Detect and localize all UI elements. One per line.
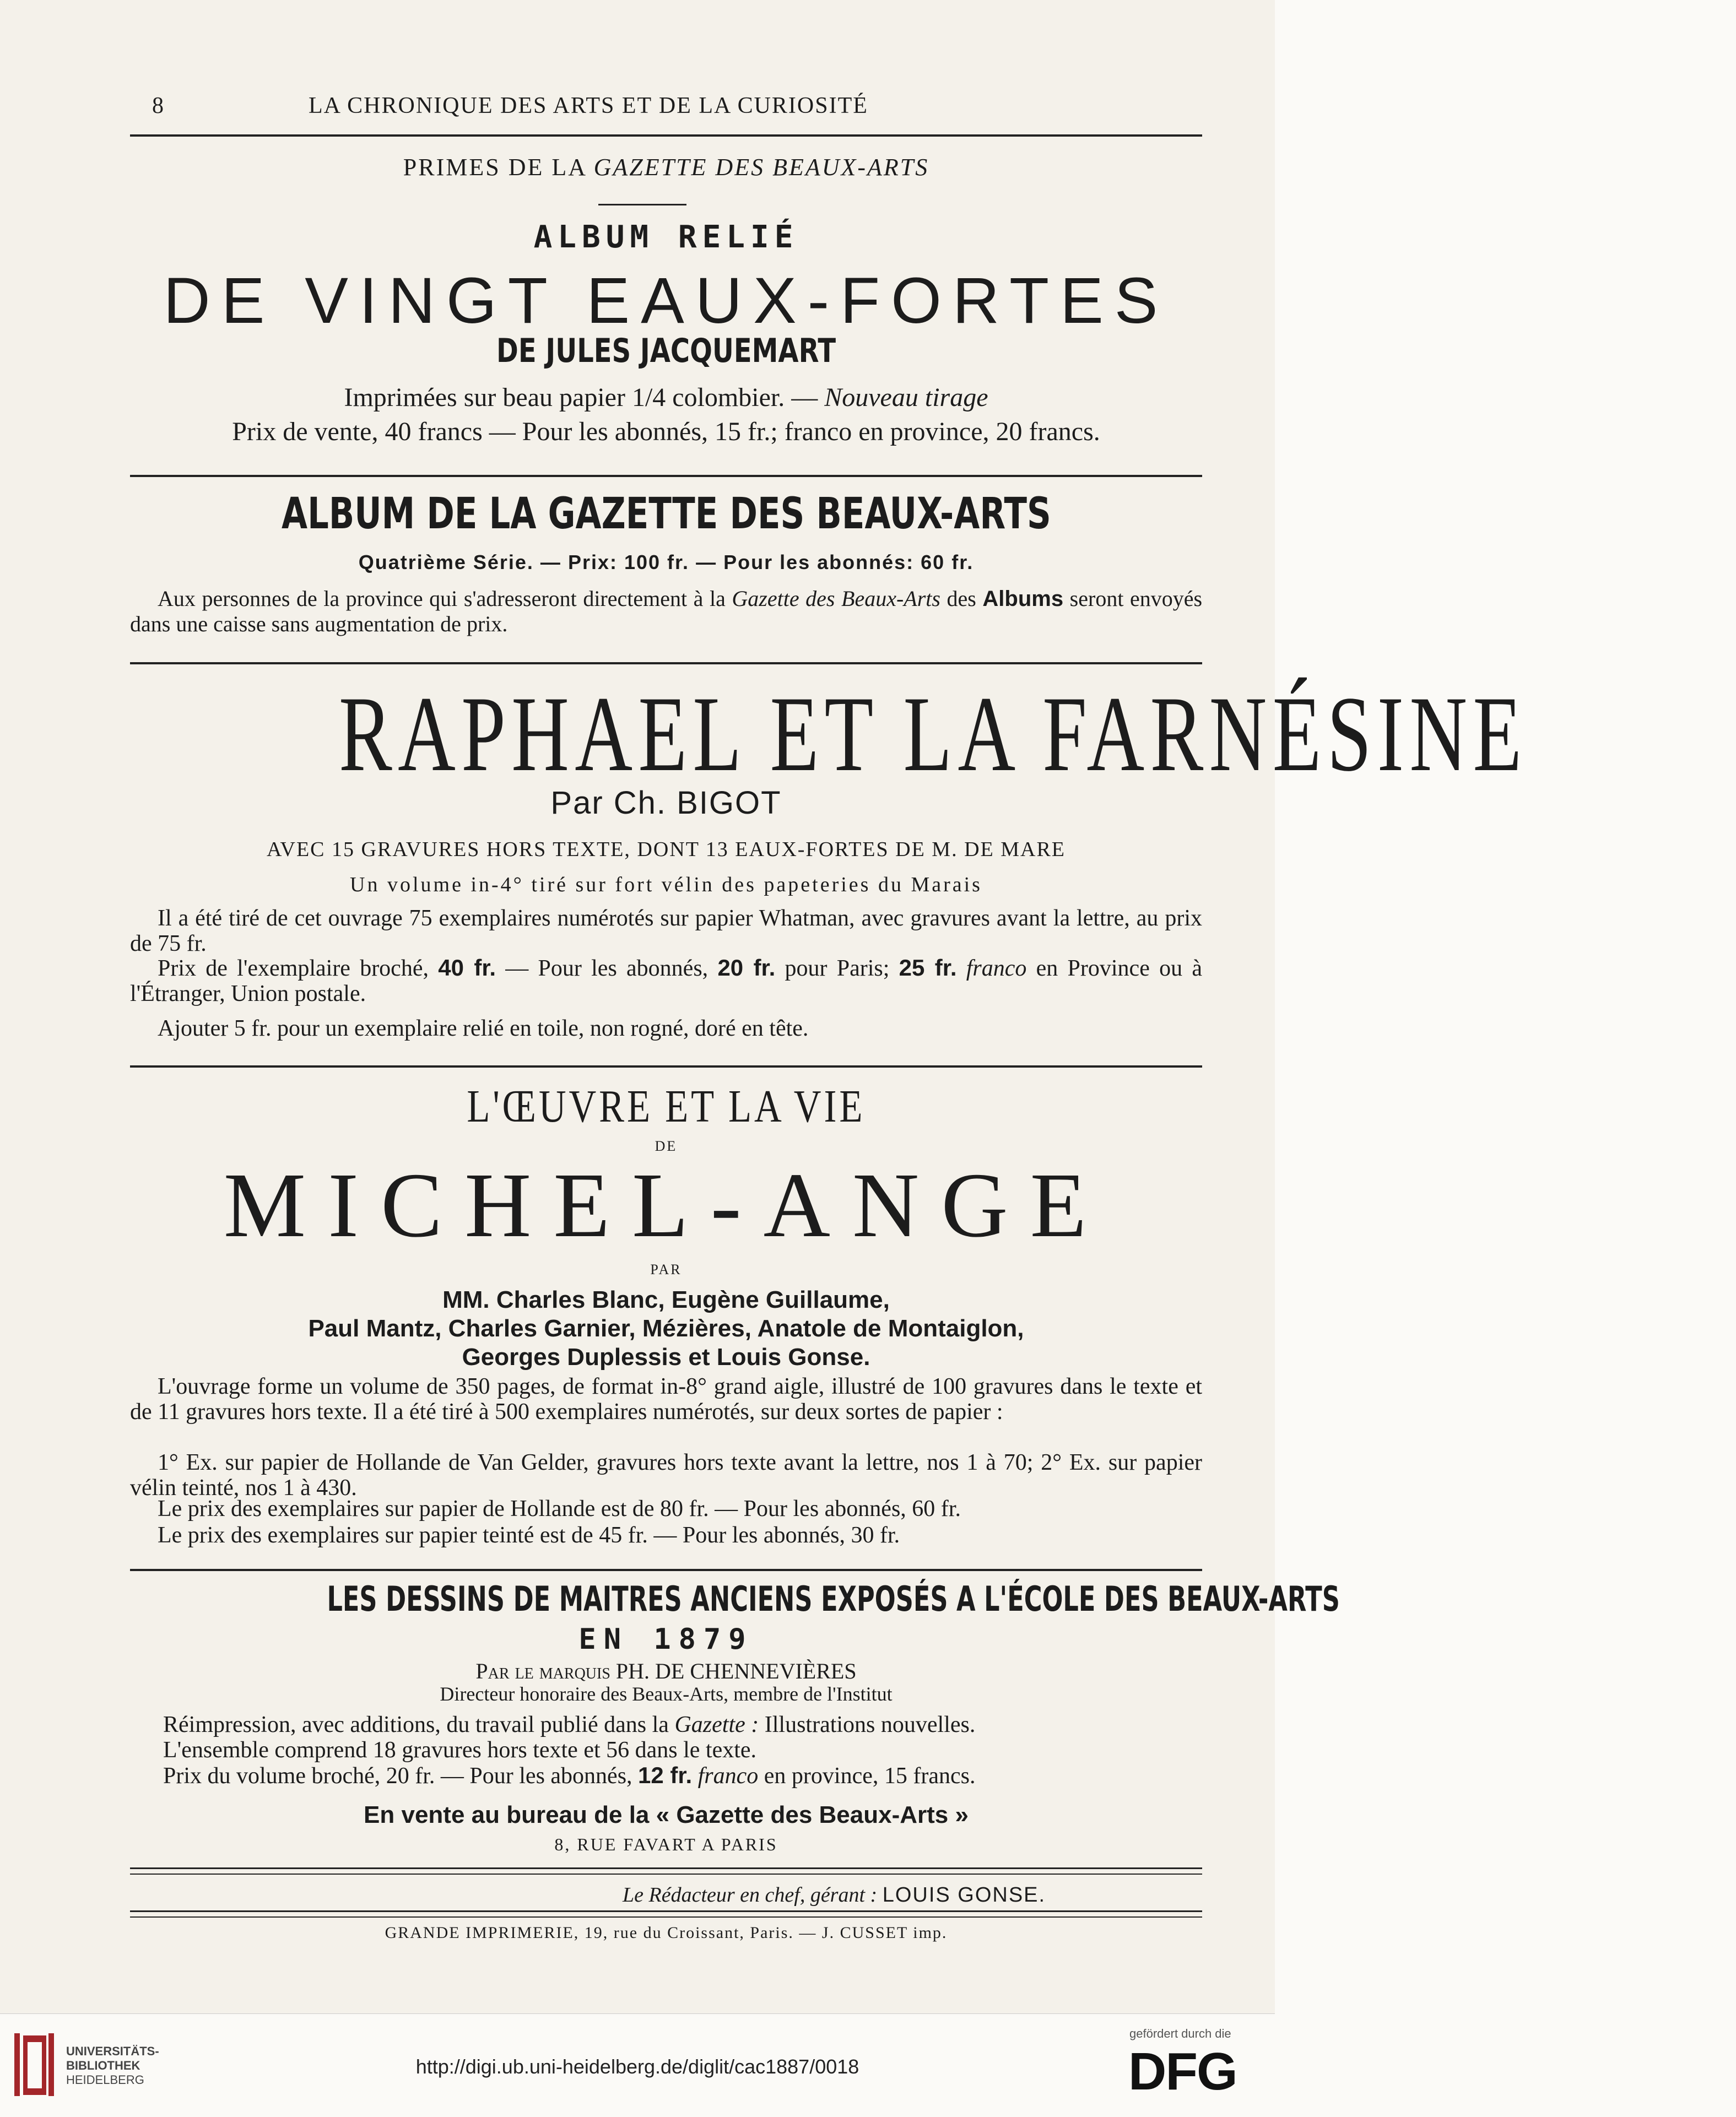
rule-3 [130,662,1202,664]
album-gazette-para: Aux personnes de la province qui s'adresseront directement à la Gazette des Beaux-Arts des Albums seront envoyés dans une caisse sans augmentation de prix. [130,586,1203,636]
raphael-p2: Prix de l'exemplaire broché, 40 fr. — Pour les abonnés, 20 fr. pour Paris; 25 fr. franco en Province ou à l'Étranger, Union postale. [130,955,1202,1006]
colophon-imprimerie: GRANDE IMPRIMERIE, 19, rue du Croissant, Paris. — J. CUSSET imp. [385,1924,948,1942]
dessins-p2: L'ensemble comprend 18 gravures hors texte et 56 dans le texte. [163,1737,757,1763]
dessins-p3: Prix du volume broché, 20 fr. — Pour les abonnés, 12 fr. franco en province, 15 francs. [163,1762,976,1789]
album-relie-line1: Imprimées sur beau papier 1/4 colombier. — Nouveau tirage [344,383,988,412]
rule-2 [130,475,1202,477]
album-gazette-price: Quatrième Série. — Prix: 100 fr. — Pour les abonnés: 60 fr. [358,551,974,573]
michel-par: PAR [650,1261,682,1277]
michel-de: DE [655,1138,678,1154]
dessins-p1: Réimpression, avec additions, du travail publié dans la Gazette : Illustrations nouvelles. [163,1712,976,1737]
funded-by: gefördert durch die [1129,2027,1231,2040]
album-gazette-title-wrap [130,489,1202,539]
vente-address: 8, RUE FAVART A PARIS [554,1834,778,1854]
vente-line: En vente au bureau de la « Gazette des Beaux-Arts » [364,1801,969,1828]
album-gazette-title: ALBUM DE LA GAZETTE DES BEAUX-ARTS [281,489,1051,539]
footer [0,2013,1275,2117]
michel-pre-title: L'ŒUVRE ET LA VIE [467,1081,866,1132]
dfg-logo: DFG [1128,2042,1237,2101]
rule-4 [130,1065,1202,1068]
raphael-p1: Il a été tiré de cet ouvrage 75 exemplaires numérotés sur papier Whatman, avec gravures avant la lettre, au prix de 75 fr. [130,906,1202,956]
raphael-title: RAPHAEL ET LA FARNÉSINE [339,674,1528,794]
raphael-byline: Par Ch. BIGOT [550,785,782,821]
running-title: LA CHRONIQUE DES ARTS ET DE LA CURIOSITÉ [309,93,868,118]
album-relie-kicker: ALBUM RELIÉ [533,219,799,255]
short-rule [598,204,686,205]
footer-url[interactable]: http://digi.ub.uni-heidelberg.de/diglit/cac1887/0018 [415,2055,859,2078]
dessins-author-role: Directeur honoraire des Beaux-Arts, membre de l'Institut [440,1683,893,1705]
album-relie-title: DE VINGT EAUX-FORTES [163,264,1169,337]
raphael-volume: Un volume in-4° tiré sur fort vélin des papeteries du Marais [350,873,982,896]
raphael-gravures: AVEC 15 GRAVURES HORS TEXTE, DONT 13 EAUX-FORTES DE M. DE MARE [266,838,1066,861]
rule-7 [130,1910,1202,1918]
michel-p3: Le prix des exemplaires sur papier de Hollande est de 80 fr. — Pour les abonnés, 60 fr. [158,1496,961,1522]
colophon-redacteur: Le Rédacteur en chef, gérant : LOUIS GONSE. [623,1883,1046,1907]
michel-authors: MM. Charles Blanc, Eugène Guillaume, Paul Mantz, Charles Garnier, Mézières, Anatole de Montaiglon, Georges Duplessis et Louis Gonse. [308,1286,1024,1371]
page-number: 8 [152,93,164,118]
dessins-title: LES DESSINS DE MAITRES ANCIENS EXPOSÉS A L'ÉCOLE DES BEAUX-ARTS [327,1579,1340,1619]
michel-title: MICHEL-ANGE [223,1154,1109,1257]
album-relie-author-wrap [130,332,1202,370]
michel-p1: L'ouvrage forme un volume de 350 pages, de format in-8° grand aigle, illustré de 100 gravures dans le texte et de 11 gravures hors texte. Il a été tiré à 500 exemplaires numérotés, sur deux sortes de papier : [130,1374,1202,1425]
michel-p2: 1° Ex. sur papier de Hollande de Van Gelder, gravures hors texte avant la lettre, nos 1 à 70; 2° Ex. sur papier vélin teinté, nos 1 à 430. [130,1450,1202,1501]
michel-pre-title-wrap [130,1080,1202,1133]
footer-divider [0,2013,1275,2014]
album-relie-line2: Prix de vente, 40 francs — Pour les abonnés, 15 fr.; franco en province, 20 francs. [232,417,1100,446]
dessins-year: EN 1879 [578,1623,754,1656]
dessins-title-wrap [130,1579,1340,1619]
dessins-author: Par le marquis PH. DE CHENNEVIÈRES [475,1659,857,1683]
library-name: UNIVERSITÄTS- BIBLIOTHEK HEIDELBERG [66,2044,159,2087]
primes-title: PRIMES DE LA GAZETTE DES BEAUX-ARTS [403,154,929,181]
raphael-title-wrap [130,672,1528,796]
rule-6 [130,1867,1202,1875]
raphael-p3: Ajouter 5 fr. pour un exemplaire relié en toile, non rogné, doré en tête. [158,1016,809,1041]
michel-p4: Le prix des exemplaires sur papier teinté est de 45 fr. — Pour les abonnés, 30 fr. [158,1523,900,1548]
header-rule [130,134,1202,137]
album-relie-author: DE JULES JACQUEMART [496,332,836,370]
rule-5 [130,1569,1202,1571]
